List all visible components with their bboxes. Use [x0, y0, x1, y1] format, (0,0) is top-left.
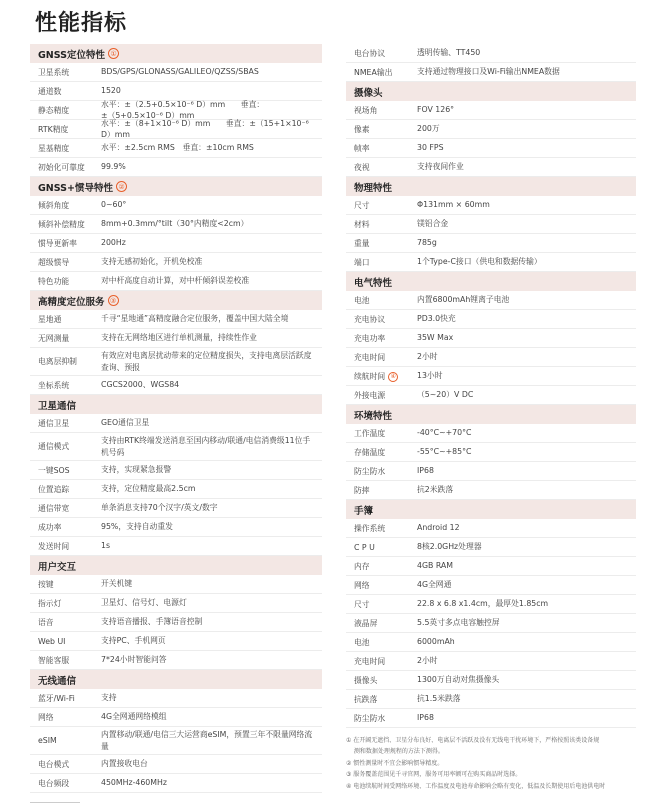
- spec-row: [30, 518, 322, 537]
- spec-row: [346, 633, 636, 652]
- spec-key-text: 惯导更新率: [38, 238, 77, 248]
- spec-value: 千寻“星地通”高精度融合定位服务，覆盖中国大陆全境: [101, 314, 289, 324]
- spec-row: [30, 461, 322, 480]
- spec-key-text: 端口: [354, 257, 370, 267]
- spec-row: [30, 215, 322, 234]
- spec-row: [30, 376, 322, 395]
- spec-row: [30, 272, 322, 291]
- footnote-line: 测和数据处理规程的方法下测得。: [346, 748, 444, 756]
- spec-value: 开关机键: [101, 579, 133, 589]
- spec-key-text: 操作系统: [354, 523, 386, 533]
- section-header: [30, 556, 322, 575]
- spec-key-text: 发送时间: [38, 541, 70, 551]
- spec-value: 6000mAh: [417, 637, 455, 647]
- spec-key: [346, 618, 417, 629]
- spec-row: [30, 63, 322, 82]
- spec-value: 99.9%: [101, 162, 126, 172]
- spec-key: [30, 522, 101, 533]
- spec-key-text: 电台模式: [38, 759, 70, 769]
- footnote-line: ④ 电池续航时间受网络环境、工作温度及电池寿命影响会略有变化，低温及长期使用后电池供电时: [346, 782, 606, 790]
- spec-key: [30, 693, 101, 704]
- spec-key: [346, 162, 417, 173]
- spec-row: [30, 433, 322, 461]
- spec-row: [30, 537, 322, 556]
- spec-row: [30, 594, 322, 613]
- spec-value: -55°C~+85°C: [417, 447, 472, 457]
- spec-value: 4G全网通网络模组: [101, 712, 167, 722]
- section-title: 无线通信: [38, 675, 77, 687]
- spec-row: [346, 538, 636, 557]
- page-title: 性能指标: [35, 11, 128, 36]
- spec-value: 7*24小时智能问答: [101, 655, 167, 665]
- spec-key-text: 电台协议: [354, 48, 386, 58]
- spec-key-text: NMEA输出: [354, 67, 393, 77]
- spec-key-text: 尺寸: [354, 599, 370, 609]
- spec-key-text: 充电时间: [354, 656, 386, 666]
- spec-row: [30, 575, 322, 594]
- spec-row: [346, 709, 636, 728]
- spec-key-text: 星基精度: [38, 143, 70, 153]
- spec-row: [346, 63, 636, 82]
- spec-key: [346, 48, 417, 59]
- spec-key: [346, 523, 417, 534]
- spec-value: 支持PC、手机网页: [101, 636, 166, 646]
- spec-value: 1s: [101, 541, 111, 551]
- section-header: [346, 82, 636, 101]
- spec-key: [30, 162, 101, 173]
- spec-row: [346, 557, 636, 576]
- spec-value: 22.8 x 6.8 x1.4cm，最厚处1.85cm: [417, 599, 549, 609]
- footnote-line: ② 惯性测量时不宜会影响惯导精度。: [346, 759, 444, 767]
- spec-value: 卫星灯、信号灯、电源灯: [101, 598, 187, 608]
- spec-key: [30, 617, 101, 628]
- section-title: 物理特性: [354, 182, 393, 194]
- spec-key: [346, 637, 417, 648]
- spec-value: 1300万自动对焦摄像头: [417, 675, 500, 685]
- spec-row: [30, 139, 322, 158]
- spec-row: [30, 196, 322, 215]
- spec-key: [30, 200, 101, 211]
- spec-value: CGCS2000、WGS84: [101, 380, 180, 390]
- footnote-marker: ③: [108, 295, 119, 306]
- spec-key: [346, 371, 417, 382]
- spec-key: [346, 352, 417, 363]
- spec-key: [346, 713, 417, 724]
- section-title: 用户交互: [38, 561, 77, 573]
- spec-value: Φ131mm × 60mm: [417, 200, 490, 210]
- spec-key: [346, 656, 417, 667]
- section-title: GNSS定位特性: [38, 49, 106, 61]
- spec-row: [30, 632, 322, 651]
- spec-key: [346, 238, 417, 249]
- spec-key: [346, 694, 417, 705]
- spec-row: [346, 234, 636, 253]
- spec-key: [30, 465, 101, 476]
- spec-value: 内置接收电台: [101, 759, 148, 769]
- section-header: [30, 670, 322, 689]
- spec-key: [30, 124, 101, 135]
- spec-key: [30, 759, 101, 770]
- spec-key: [30, 418, 101, 429]
- spec-row: [30, 480, 322, 499]
- spec-value: 水平：±（2.5+0.5×10⁻⁶ D）mm 垂直：±（5+0.5×10⁻⁶ D）mm: [101, 99, 265, 120]
- spec-key: [30, 598, 101, 609]
- spec-key-text: RTK精度: [38, 124, 69, 134]
- spec-key-text: 电离层抑制: [38, 357, 77, 366]
- spec-key-text: 抗跌落: [354, 694, 378, 704]
- spec-value: 2小时: [417, 352, 438, 362]
- footnote-line: ③ 服务覆盖范围见千寻官网，服务可用率额可在购买商品时选择。: [346, 771, 522, 779]
- spec-value: 内置移动/联通/电信三大运营商eSIM，预置三年不限量网络流量: [101, 730, 313, 751]
- spec-key: [30, 257, 101, 268]
- spec-row: [30, 329, 322, 348]
- spec-key-text: 一键SOS: [38, 465, 70, 475]
- spec-value: 抗1.5米跌落: [417, 694, 461, 704]
- spec-key: [346, 485, 417, 496]
- spec-value: 95%，支持自动重发: [101, 522, 173, 532]
- spec-key: [346, 200, 417, 211]
- spec-value: IP68: [417, 466, 434, 476]
- spec-value: 支持语音播报、手簿语音控制: [101, 617, 203, 627]
- spec-row: [346, 291, 636, 310]
- spec-row: [30, 755, 322, 774]
- spec-value: BDS/GPS/GLONASS/GALILEO/QZSS/SBAS: [101, 67, 259, 77]
- spec-key-text: 防摔: [354, 485, 370, 495]
- spec-value: 8核2.0GHz处理器: [417, 542, 482, 552]
- footnote-marker: ④: [388, 372, 398, 382]
- spec-row: [346, 158, 636, 177]
- spec-row: [30, 689, 322, 708]
- spec-key: [30, 105, 101, 116]
- spec-row: [30, 774, 322, 793]
- spec-value: IP68: [417, 713, 434, 723]
- spec-key: [30, 219, 101, 230]
- spec-row: [30, 120, 322, 139]
- section-header: [30, 291, 322, 310]
- spec-value: 30 FPS: [417, 143, 444, 153]
- spec-row: [346, 462, 636, 481]
- spec-key: [346, 599, 417, 610]
- spec-row: [346, 310, 636, 329]
- spec-key: [346, 219, 417, 230]
- spec-key-text: 存储温度: [354, 447, 386, 457]
- section-title: 摄像头: [354, 87, 383, 99]
- section-header: [346, 405, 636, 424]
- spec-key: [30, 541, 101, 552]
- spec-value: 200Hz: [101, 238, 126, 248]
- spec-key-text: 成功率: [38, 522, 62, 532]
- spec-row: [30, 348, 322, 376]
- section-title: 手簿: [354, 505, 374, 517]
- section-header: [30, 44, 322, 63]
- spec-key-text: C P U: [354, 542, 375, 552]
- left-spec-column: [30, 44, 322, 793]
- spec-value: 单条消息支持70个汉字/英文/数字: [101, 503, 218, 513]
- spec-key-text: 按键: [38, 579, 54, 589]
- spec-key: [30, 637, 101, 646]
- spec-key-text: 初始化可靠度: [38, 162, 85, 172]
- spec-key-text: 坐标系统: [38, 380, 70, 390]
- spec-key: [30, 86, 101, 97]
- spec-value: 1个Type-C接口（供电和数据传输）: [417, 257, 542, 267]
- spec-value: 2小时: [417, 656, 438, 666]
- spec-key: [30, 441, 101, 452]
- spec-key-text: 通信卫星: [38, 418, 70, 428]
- spec-key-text: 静态精度: [38, 105, 70, 115]
- spec-key: [346, 675, 417, 686]
- spec-key: [346, 428, 417, 439]
- section-title: 高精度定位服务: [38, 296, 105, 308]
- spec-row: [346, 424, 636, 443]
- spec-row: [346, 652, 636, 671]
- spec-row: [346, 443, 636, 462]
- spec-row: [346, 329, 636, 348]
- spec-key-text: 通信带宽: [38, 503, 70, 513]
- spec-value: 200万: [417, 124, 440, 134]
- section-title: 卫星通信: [38, 400, 77, 412]
- spec-key-text: 重量: [354, 238, 370, 248]
- spec-value: 镁铝合金: [417, 219, 449, 229]
- section-header: [346, 500, 636, 519]
- spec-key: [30, 503, 101, 514]
- spec-value: 4G全网通: [417, 580, 452, 590]
- spec-key: [30, 238, 101, 249]
- spec-key: [30, 276, 101, 287]
- spec-key-text: 位置追踪: [38, 484, 70, 494]
- spec-key-text: 倾斜补偿精度: [38, 219, 85, 229]
- spec-row: [346, 253, 636, 272]
- spec-value: 支持无感初始化，开机免校准: [101, 257, 203, 267]
- section-title: 电气特性: [354, 277, 393, 289]
- spec-value: Android 12: [417, 523, 460, 533]
- spec-value: 支持夜间作业: [417, 162, 464, 172]
- spec-key: [346, 143, 417, 154]
- spec-key: [346, 67, 417, 78]
- spec-key-text: 无网测量: [38, 333, 70, 343]
- spec-key: [346, 333, 417, 344]
- spec-row: [346, 481, 636, 500]
- spec-value: 水平：±（8+1×10⁻⁶ D）mm 垂直：±（15+1×10⁻⁶ D）mm: [101, 118, 309, 139]
- spec-value: -40°C~+70°C: [417, 428, 472, 438]
- spec-value: PD3.0快充: [417, 314, 456, 324]
- spec-value: 有效应对电离层扰动带来的定位精度损失，支持电离层活跃度查询、预报: [101, 351, 312, 372]
- spec-key-text: 网络: [354, 580, 370, 590]
- spec-key-text: 充电时间: [354, 352, 386, 362]
- section-header: [30, 177, 322, 196]
- footnotes: [346, 735, 636, 792]
- spec-row: [346, 595, 636, 614]
- spec-row: [30, 310, 322, 329]
- spec-key-text: 液晶屏: [354, 618, 378, 628]
- spec-key: [30, 778, 101, 789]
- spec-row: [30, 253, 322, 272]
- spec-key: [346, 105, 417, 116]
- spec-row: [30, 158, 322, 177]
- footnote-marker: ②: [116, 181, 127, 192]
- spec-row: [30, 651, 322, 670]
- spec-value: 支持在无网络地区进行单机测量，持续性作业: [101, 333, 257, 343]
- spec-value: 35W Max: [417, 333, 454, 343]
- spec-key-text: 工作温度: [354, 428, 386, 438]
- spec-row: [30, 414, 322, 433]
- spec-row: [346, 101, 636, 120]
- spec-key-text: 像素: [354, 124, 370, 134]
- footnote-marker: ①: [108, 48, 119, 59]
- spec-row: [346, 690, 636, 709]
- section-header: [346, 272, 636, 291]
- spec-value: 0~60°: [101, 200, 127, 210]
- spec-key: [346, 466, 417, 477]
- spec-value: 4GB RAM: [417, 561, 453, 571]
- spec-row: [346, 614, 636, 633]
- spec-row: [346, 44, 636, 63]
- spec-key-text: 材料: [354, 219, 370, 229]
- spec-value: 支持: [101, 693, 117, 703]
- spec-key-text: 蓝牙/Wi-Fi: [38, 693, 75, 703]
- spec-key-text: 充电协议: [354, 314, 386, 324]
- spec-value: 支持由RTK终端发送消息至国内移动/联通/电信消费级11位手机号码: [101, 436, 311, 457]
- spec-key-text: 网络: [38, 712, 54, 722]
- right-spec-column: [346, 44, 636, 728]
- spec-value: 13小时: [417, 371, 443, 381]
- spec-row: [30, 613, 322, 632]
- spec-key: [346, 561, 417, 572]
- spec-key: [30, 712, 101, 723]
- spec-key-text: 电池: [354, 637, 370, 647]
- spec-value: 8mm+0.3mm/°tilt（30°内精度<2cm）: [101, 219, 249, 229]
- spec-row: [346, 386, 636, 405]
- spec-key-text: 倾斜角度: [38, 200, 70, 210]
- spec-key-text: 电台频段: [38, 778, 70, 788]
- spec-key: [346, 543, 417, 552]
- spec-key: [346, 257, 417, 268]
- spec-key-text: 帧率: [354, 143, 370, 153]
- footnote-line: ① 在开阔无遮挡、卫星分布良好、电离层不活跃及没有无线电干扰环境下，严格按照该类设备规: [346, 737, 600, 744]
- spec-row: [30, 708, 322, 727]
- spec-key: [30, 736, 101, 745]
- spec-value: 透明传输、TT450: [417, 48, 481, 58]
- spec-row: [346, 519, 636, 538]
- spec-row: [346, 120, 636, 139]
- spec-key-text: 视场角: [354, 105, 378, 115]
- spec-row: [346, 367, 636, 386]
- spec-key-text: 卫星系统: [38, 67, 70, 77]
- spec-key-text: 夜视: [354, 162, 370, 172]
- section-header: [346, 177, 636, 196]
- spec-row: [346, 139, 636, 158]
- spec-key: [346, 580, 417, 591]
- spec-row: [346, 196, 636, 215]
- spec-key: [30, 356, 101, 367]
- spec-value: 对中杆高度自动计算，对中杆倾斜误差校准: [101, 276, 250, 286]
- spec-key-text: 通信模式: [38, 442, 70, 451]
- spec-key-text: 外接电源: [354, 390, 386, 400]
- divider: [30, 802, 80, 803]
- spec-key-text: 语音: [38, 617, 54, 627]
- spec-key: [346, 390, 417, 401]
- spec-key-text: 防尘防水: [354, 713, 386, 723]
- spec-key: [30, 333, 101, 344]
- spec-key-text: 防尘防水: [354, 466, 386, 476]
- spec-row: [30, 727, 322, 755]
- spec-key-text: Web UI: [38, 636, 66, 646]
- spec-value: 支持，定位精度最高2.5cm: [101, 484, 196, 494]
- spec-key-text: 续航时间: [354, 371, 386, 381]
- spec-key: [30, 314, 101, 325]
- spec-value: GEO通信卫星: [101, 418, 150, 428]
- spec-key-text: 摄像头: [354, 675, 378, 685]
- spec-key-text: 尺寸: [354, 200, 370, 210]
- spec-value: 1520: [101, 86, 121, 96]
- spec-row: [346, 576, 636, 595]
- spec-value: 支持通过物理接口及Wi-Fi输出NMEA数据: [417, 67, 560, 77]
- spec-key: [346, 447, 417, 458]
- spec-value: 5.5英寸多点电容触控屏: [417, 618, 500, 628]
- spec-key: [30, 579, 101, 590]
- spec-value: 水平：±2.5cm RMS 垂直：±10cm RMS: [101, 143, 254, 153]
- spec-key-text: 特色功能: [38, 276, 70, 286]
- spec-row: [346, 215, 636, 234]
- spec-value: 支持，实现紧急报警: [101, 465, 172, 475]
- spec-key: [30, 143, 101, 154]
- spec-key-text: 指示灯: [38, 598, 62, 608]
- section-title: GNSS+惯导特性: [38, 182, 113, 194]
- spec-key: [30, 380, 101, 391]
- spec-value: 抗2米跌落: [417, 485, 454, 495]
- spec-key-text: 内存: [354, 561, 370, 571]
- section-title: 环境特性: [354, 410, 393, 422]
- spec-row: [30, 234, 322, 253]
- spec-key: [346, 314, 417, 325]
- spec-key: [30, 484, 101, 495]
- spec-value: （5~20）V DC: [417, 390, 474, 400]
- spec-key-text: 超级惯导: [38, 257, 70, 267]
- spec-row: [346, 348, 636, 367]
- spec-key-text: eSIM: [38, 736, 57, 745]
- spec-key-text: 电池: [354, 295, 370, 305]
- spec-value: FOV 126°: [417, 105, 455, 115]
- spec-row: [346, 671, 636, 690]
- spec-key-text: 星地通: [38, 314, 62, 324]
- spec-key-text: 智能客服: [38, 655, 70, 665]
- spec-key: [30, 655, 101, 666]
- spec-key: [346, 124, 417, 135]
- section-header: [30, 395, 322, 414]
- spec-value: 450MHz-460MHz: [101, 778, 167, 788]
- spec-value: 785g: [417, 238, 437, 248]
- spec-key: [346, 295, 417, 306]
- spec-row: [30, 499, 322, 518]
- spec-key: [30, 67, 101, 78]
- spec-key-text: 通道数: [38, 86, 62, 96]
- spec-value: 内置6800mAh锂离子电池: [417, 295, 510, 305]
- spec-key-text: 充电功率: [354, 333, 386, 343]
